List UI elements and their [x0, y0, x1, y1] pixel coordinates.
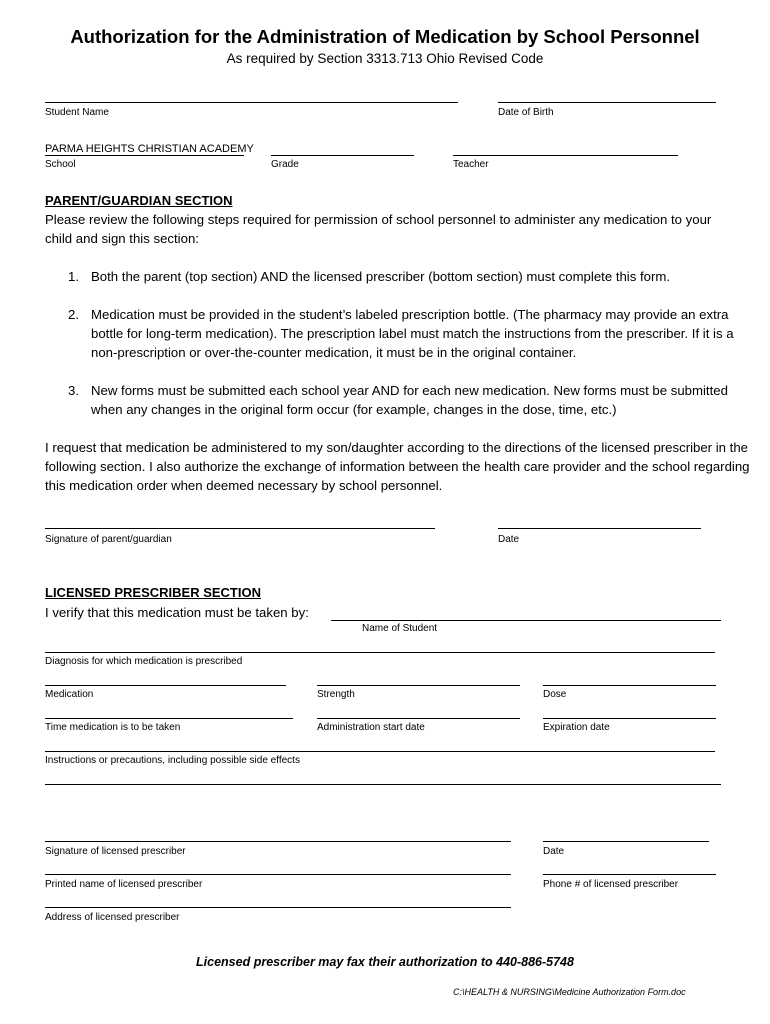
teacher-field[interactable]: [453, 155, 678, 156]
phone-field[interactable]: [543, 874, 716, 875]
start-date-label: Administration start date: [317, 722, 425, 733]
dose-label: Dose: [543, 689, 567, 700]
fax-note: Licensed prescriber may fax their authorization to 440-886-5748: [196, 955, 574, 969]
strength-label: Strength: [317, 689, 355, 700]
prescriber-date-field[interactable]: [543, 841, 709, 842]
prescriber-date-label: Date: [543, 846, 565, 857]
dose-field[interactable]: [543, 685, 716, 686]
medication-label: Medication: [45, 689, 94, 700]
school-field[interactable]: [45, 155, 244, 156]
school-value: PARMA HEIGHTS CHRISTIAN ACADEMY: [45, 143, 254, 155]
parent-date-field[interactable]: [498, 528, 701, 529]
parent-signature-label: Signature of parent/guardian: [45, 534, 172, 545]
prescriber-signature-field[interactable]: [45, 841, 511, 842]
start-date-field[interactable]: [317, 718, 520, 719]
teacher-label: Teacher: [453, 159, 489, 170]
phone-label: Phone # of licensed prescriber: [543, 879, 679, 890]
time-field[interactable]: [45, 718, 293, 719]
step-number: 1.: [68, 269, 79, 284]
prescriber-section-heading: LICENSED PRESCRIBER SECTION: [45, 585, 261, 600]
address-label: Address of licensed prescriber: [45, 912, 180, 923]
grade-field[interactable]: [271, 155, 414, 156]
school-label: School: [45, 159, 76, 170]
parent-signature-field[interactable]: [45, 528, 435, 529]
parent-request-text: I request that medication be administered to my son/daughter according to the directions of the licensed prescriber in the following section. I also authorize the exchange of information between the health care provider and the school regarding this medication order when deemed necessary by school personnel.: [45, 440, 750, 493]
prescriber-signature-label: Signature of licensed prescriber: [45, 846, 186, 857]
step-number: 3.: [68, 383, 79, 398]
student-name-field[interactable]: [45, 102, 458, 103]
parent-date-label: Date: [498, 534, 520, 545]
printed-name-label: Printed name of licensed prescriber: [45, 879, 203, 890]
date-of-birth-field[interactable]: [498, 102, 716, 103]
parent-intro-text: Please review the following steps required for permission of school personnel to administer any medication to your child and sign this section:: [45, 212, 712, 246]
printed-name-field[interactable]: [45, 874, 511, 875]
address-field[interactable]: [45, 907, 511, 908]
expiration-label: Expiration date: [543, 722, 610, 733]
diagnosis-field[interactable]: [45, 652, 715, 653]
step-text: Medication must be provided in the student’s labeled prescription bottle. (The pharmacy may provide an extra bottle for long-term medication). The prescription label must match the instructions from the prescriber. If it is a non-prescription or over-the-counter medication, it must be in the original container.: [91, 307, 734, 360]
step-text: Both the parent (top section) AND the licensed prescriber (bottom section) must complete this form.: [91, 269, 671, 284]
expiration-field[interactable]: [543, 718, 716, 719]
instructions-field-line-2[interactable]: [45, 784, 721, 785]
parent-section-heading: PARENT/GUARDIAN SECTION: [45, 193, 233, 208]
name-of-student-field[interactable]: [331, 620, 721, 621]
step-number: 2.: [68, 307, 79, 322]
time-label: Time medication is to be taken: [45, 722, 181, 733]
date-of-birth-label: Date of Birth: [498, 107, 554, 118]
verify-text: I verify that this medication must be taken by:: [45, 605, 309, 620]
form-subtitle: As required by Section 3313.713 Ohio Revised Code: [226, 51, 544, 66]
name-of-student-label: Name of Student: [362, 623, 438, 634]
step-text: New forms must be submitted each school year AND for each new medication. New forms must be submitted when any changes in the original form occur (for example, changes in the dose, time, etc.): [91, 383, 728, 417]
medication-field[interactable]: [45, 685, 286, 686]
grade-label: Grade: [271, 159, 299, 170]
instructions-label: Instructions or precautions, including possible side effects: [45, 755, 300, 766]
instructions-field[interactable]: [45, 751, 715, 752]
file-path-footer: C:\HEALTH & NURSING\Medicine Authorization Form.doc: [453, 987, 686, 997]
diagnosis-label: Diagnosis for which medication is prescribed: [45, 656, 243, 667]
strength-field[interactable]: [317, 685, 520, 686]
form-title: Authorization for the Administration of Medication by School Personnel: [70, 26, 700, 47]
student-name-label: Student Name: [45, 107, 109, 118]
